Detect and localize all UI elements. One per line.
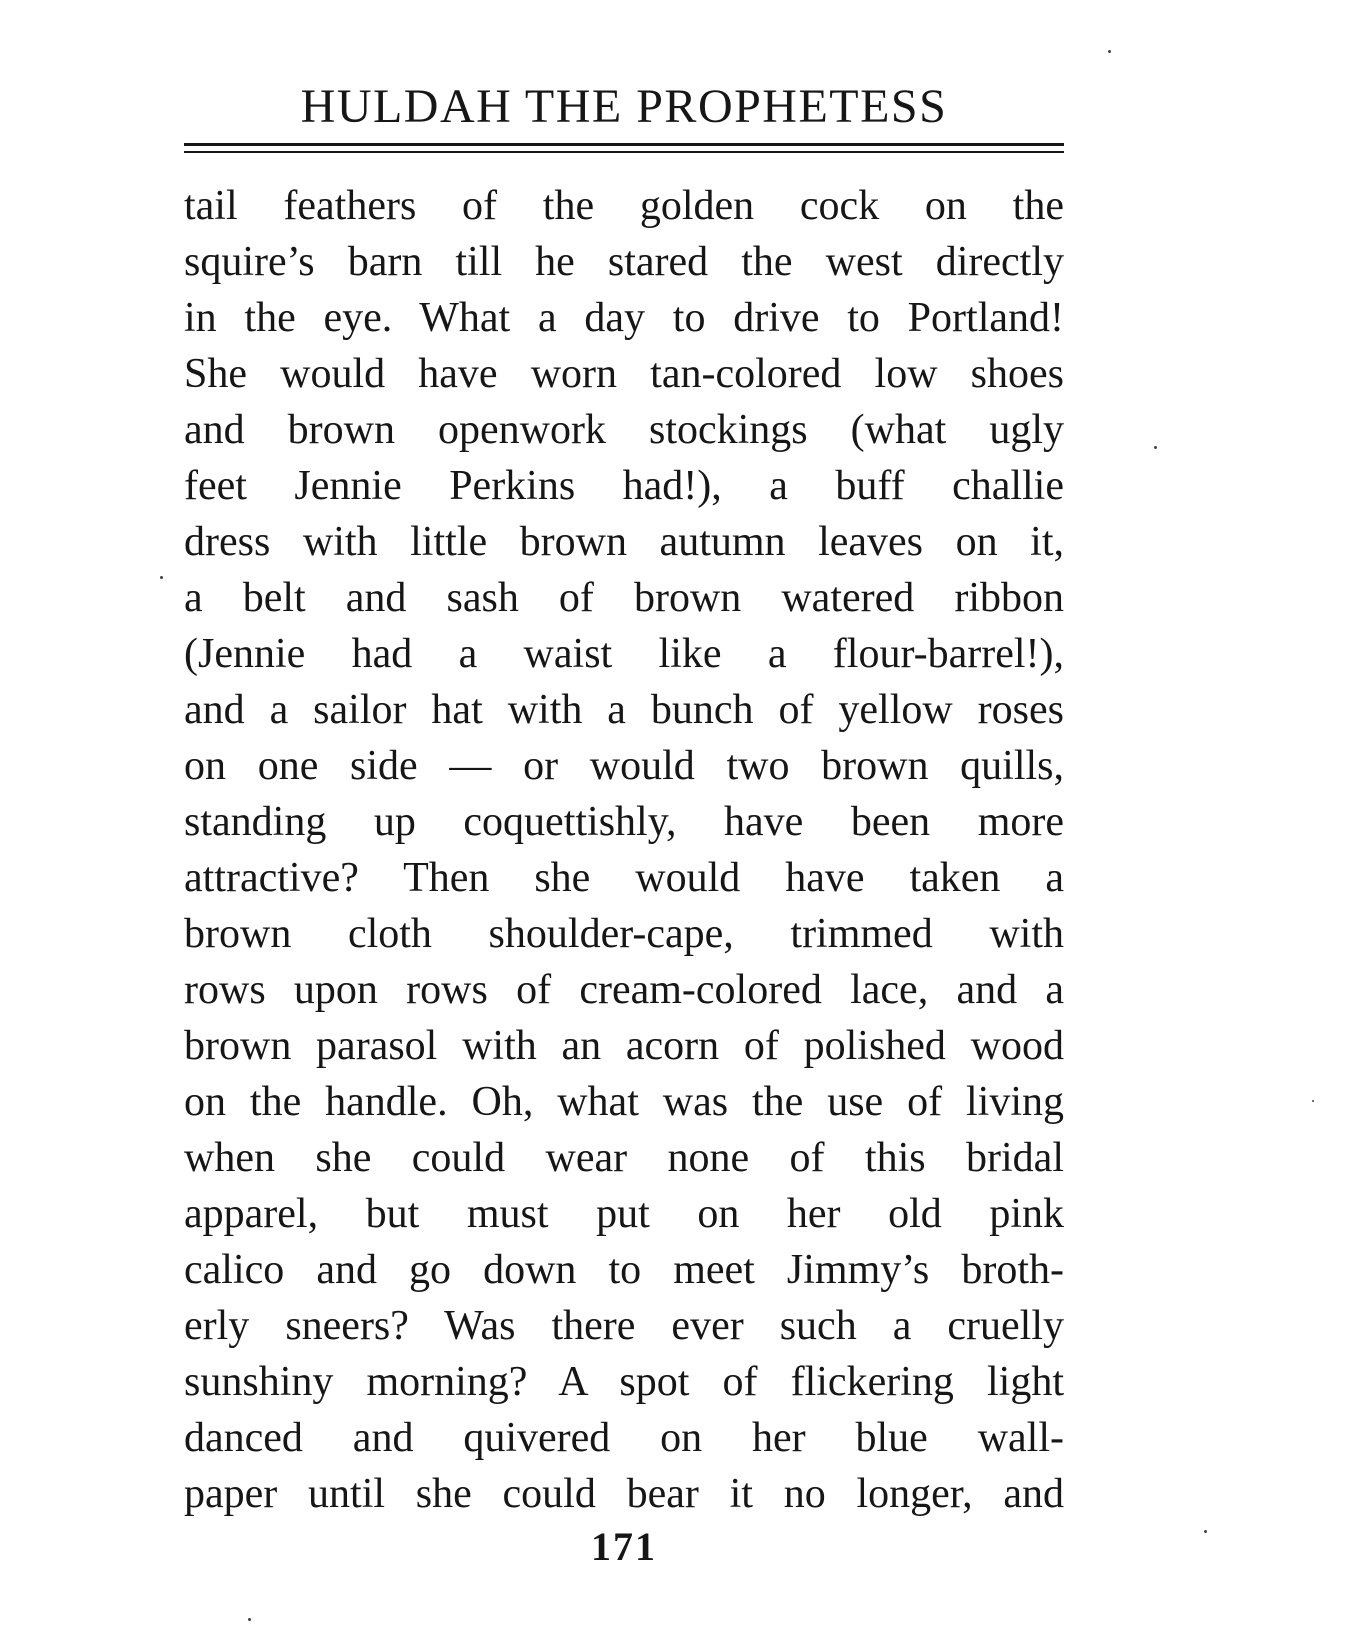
text-line: feet Jennie Perkins had!), a buff challie [184,463,1064,509]
text-line: sunshiny morning? A spot of flickering light [184,1359,1064,1405]
text-line: brown parasol with an acorn of polished wood [184,1023,1064,1069]
text-line: brown cloth shoulder-cape, trimmed with [184,911,1064,957]
text-line: paper until she could bear it no longer, and [184,1471,1064,1517]
text-line: She would have worn tan-colored low shoes [184,351,1064,397]
scan-speck [1108,50,1111,53]
text-line: in the eye. What a day to drive to Portland! [184,295,1064,341]
text-line: squire’s barn till he stared the west directly [184,239,1064,285]
scan-speck [1312,1100,1314,1102]
header-rule-thick [184,143,1064,146]
text-line: when she could wear none of this bridal [184,1135,1064,1181]
text-line: standing up coquettishly, have been more [184,799,1064,845]
text-line: rows upon rows of cream-colored lace, and a [184,967,1064,1013]
text-line: on the handle. Oh, what was the use of living [184,1079,1064,1125]
header-rule-thin [184,151,1064,153]
text-line: danced and quivered on her blue wall- [184,1415,1064,1461]
text-line: on one side — or would two brown quills, [184,743,1064,789]
body-text [184,178,1064,1522]
scan-speck [160,576,163,579]
running-head: HULDAH THE PROPHETESS [300,80,948,133]
text-line: (Jennie had a waist like a flour-barrel!), [184,631,1064,677]
page-number: 171 [591,1524,657,1569]
text-line: attractive? Then she would have taken a [184,855,1064,901]
scan-speck [248,1618,251,1621]
text-line: apparel, but must put on her old pink [184,1191,1064,1237]
text-line: erly sneers? Was there ever such a cruelly [184,1303,1064,1349]
text-line: dress with little brown autumn leaves on it, [184,519,1064,565]
scan-speck [1204,1530,1207,1533]
scan-speck [1154,446,1157,449]
text-line: and a sailor hat with a bunch of yellow roses [184,687,1064,733]
text-line: tail feathers of the golden cock on the [184,183,1064,229]
text-line: calico and go down to meet Jimmy’s broth- [184,1247,1064,1293]
text-line: and brown openwork stockings (what ugly [184,407,1064,453]
text-line: a belt and sash of brown watered ribbon [184,575,1064,621]
